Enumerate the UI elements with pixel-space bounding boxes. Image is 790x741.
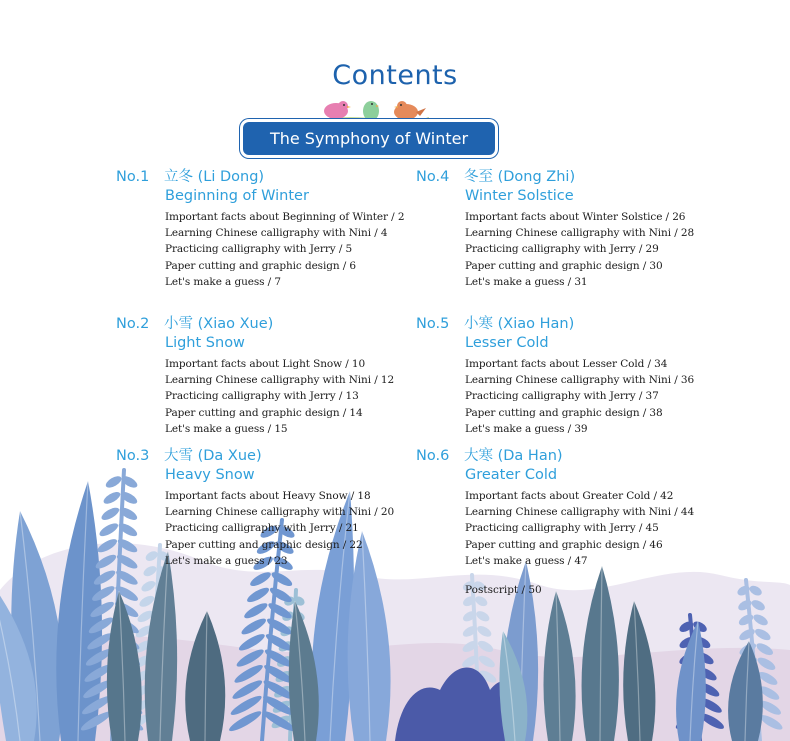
toc-entry: Paper cutting and graphic design / 14 xyxy=(165,406,363,419)
chapter-block xyxy=(116,447,416,569)
chapter-number: No.3 xyxy=(116,448,150,464)
toc-entry: Practicing calligraphy with Jerry / 45 xyxy=(465,522,659,535)
chapter-entries xyxy=(416,356,716,437)
toc-entry: Practicing calligraphy with Jerry / 37 xyxy=(465,390,659,403)
toc-entry: Let's make a guess / 23 xyxy=(165,554,288,567)
chapter-heading xyxy=(416,447,716,466)
chapter-block xyxy=(116,315,416,437)
toc-entry: Let's make a guess / 31 xyxy=(465,275,588,288)
chapter-english-name: Greater Cold xyxy=(465,467,558,483)
postscript-entry: Postscript / 50 xyxy=(465,584,542,596)
chapter-chinese-name: 冬至 xyxy=(464,169,493,185)
toc-entry: Learning Chinese calligraphy with Nini / 36 xyxy=(465,374,695,387)
chapter-chinese-name: 大雪 xyxy=(164,448,193,464)
page-title: Contents xyxy=(332,60,458,91)
chapter-heading xyxy=(416,315,716,334)
chapter-english-name: Beginning of Winter xyxy=(165,188,309,204)
chapter-number: No.1 xyxy=(116,169,150,185)
chapter-english-name: Heavy Snow xyxy=(165,467,255,483)
chapter-block xyxy=(416,447,716,569)
chapter-chinese-name: 小雪 xyxy=(164,316,193,332)
toc-entry: Practicing calligraphy with Jerry / 29 xyxy=(465,243,659,256)
toc-entry: Important facts about Light Snow / 10 xyxy=(165,358,366,370)
toc-entry: Learning Chinese calligraphy with Nini / 12 xyxy=(165,374,395,387)
toc-entry: Learning Chinese calligraphy with Nini / 44 xyxy=(465,506,695,519)
chapter-entries xyxy=(116,209,416,290)
toc-entry: Important facts about Heavy Snow / 18 xyxy=(165,490,371,502)
chapter-english-name: Lesser Cold xyxy=(465,335,549,351)
chapter-entries xyxy=(416,209,716,290)
chapter-number: No.6 xyxy=(416,448,450,464)
chapter-pinyin: (Li Dong) xyxy=(197,169,265,185)
pink-bird xyxy=(324,101,351,119)
chapter-entries xyxy=(116,488,416,569)
chapter-number: No.4 xyxy=(416,169,450,185)
chapter-block xyxy=(116,168,416,290)
toc-entry: Paper cutting and graphic design / 22 xyxy=(165,538,363,551)
chapter-block xyxy=(416,168,716,290)
chapter-chinese-name: 立冬 xyxy=(164,169,193,185)
chapter-heading xyxy=(116,168,416,187)
toc-entry: Important facts about Winter Solstice / 26 xyxy=(465,211,686,223)
chapter-number: No.2 xyxy=(116,316,150,332)
chapter-pinyin: (Xiao Xue) xyxy=(197,316,274,332)
chapter-entries xyxy=(116,356,416,437)
chapter-number: No.5 xyxy=(416,316,450,332)
chapter-pinyin: (Xiao Han) xyxy=(497,316,575,332)
orange-bird xyxy=(394,101,426,120)
toc-entry: Paper cutting and graphic design / 38 xyxy=(465,406,663,419)
chapter-chinese-name: 小寒 xyxy=(464,316,493,332)
toc-entry: Important facts about Greater Cold / 42 xyxy=(465,490,674,502)
green-bird xyxy=(363,101,379,121)
chapter-chinese-name: 大寒 xyxy=(464,448,493,464)
chapter-pinyin: (Da Han) xyxy=(497,448,563,464)
toc-entry: Let's make a guess / 47 xyxy=(465,554,588,567)
toc-entry: Important facts about Beginning of Winter / 2 xyxy=(165,211,405,223)
toc-entry: Let's make a guess / 39 xyxy=(465,422,588,435)
toc-entry: Paper cutting and graphic design / 6 xyxy=(165,259,357,272)
toc-entry: Practicing calligraphy with Jerry / 13 xyxy=(165,390,359,403)
section-banner: The Symphony of Winter xyxy=(243,122,495,155)
chapter-pinyin: (Da Xue) xyxy=(197,448,262,464)
chapter-pinyin: (Dong Zhi) xyxy=(497,169,576,185)
chapter-entries xyxy=(416,488,716,569)
toc-entry: Let's make a guess / 15 xyxy=(165,422,288,435)
chapter-heading xyxy=(116,447,416,466)
toc-entry: Paper cutting and graphic design / 30 xyxy=(465,259,663,272)
chapter-english-name: Winter Solstice xyxy=(465,188,574,204)
toc-entry: Learning Chinese calligraphy with Nini / 28 xyxy=(465,227,695,240)
chapter-block xyxy=(416,315,716,437)
chapter-heading xyxy=(416,168,716,187)
toc-entry: Paper cutting and graphic design / 46 xyxy=(465,538,663,551)
toc-entry: Practicing calligraphy with Jerry / 5 xyxy=(165,243,353,256)
toc-entry: Important facts about Lesser Cold / 34 xyxy=(465,358,668,370)
toc-entry: Learning Chinese calligraphy with Nini / 4 xyxy=(165,227,388,240)
toc-entry: Let's make a guess / 7 xyxy=(165,275,281,288)
chapter-heading xyxy=(116,315,416,334)
toc-entry: Practicing calligraphy with Jerry / 21 xyxy=(165,522,359,535)
toc-entry: Learning Chinese calligraphy with Nini / 20 xyxy=(165,506,395,519)
chapter-english-name: Light Snow xyxy=(165,335,245,351)
